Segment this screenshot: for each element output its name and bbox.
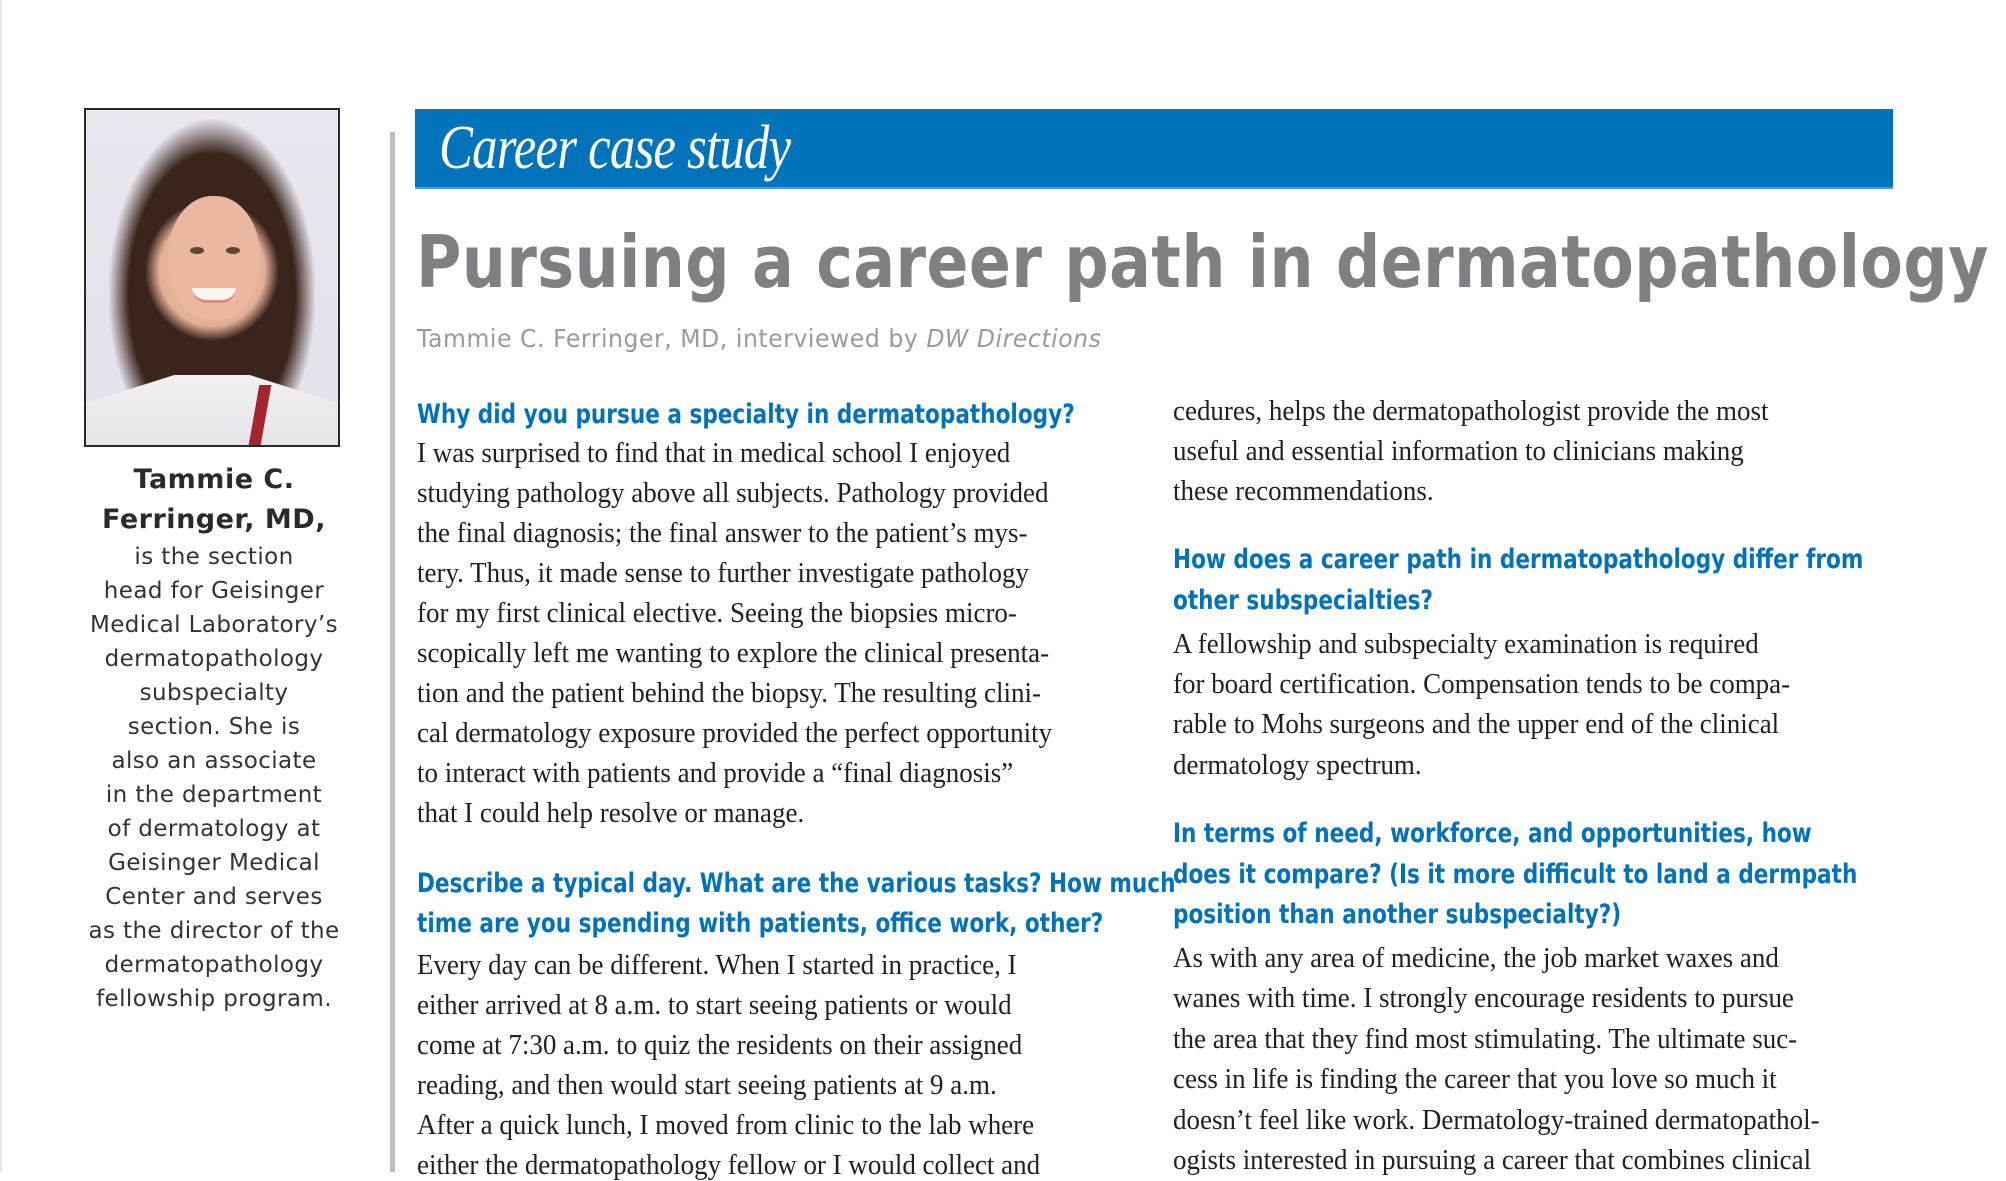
answer-line: cess in life is finding the career that you love so much it [1173,1063,1777,1095]
bio-line: subspecialty [139,680,289,706]
vertical-divider [390,132,395,1172]
section-label: Career case study [439,114,791,182]
question-heading: position than another subspecialty?) [1173,899,1622,930]
author-photo [84,108,340,447]
answer-line: either the dermatopathology fellow or I would collect and [417,1149,1041,1181]
article-title: Pursuing a career path in dermatopathology [416,220,1989,304]
question-heading: time are you spending with patients, office work, other? [417,908,1104,939]
answer-line: that I could help resolve or manage. [417,797,805,829]
bio-line: fellowship program. [96,986,332,1012]
bio-line: of dermatology at [107,816,321,842]
author-name [80,460,348,540]
answer-line: for my first clinical elective. Seeing the biopsies micro- [417,597,1017,629]
bio-line: Center and serves [105,884,323,910]
answer-line: useful and essential information to clinicians making [1173,435,1744,467]
answer-line: A fellowship and subspecialty examination is required [1173,628,1759,660]
answer-line: dermatology spectrum. [1173,749,1422,781]
answer-line: I was surprised to find that in medical school I enjoyed [417,437,1011,469]
photo-eye-right [226,247,240,254]
answer-line: come at 7:30 a.m. to quiz the residents on their assigned [417,1029,1023,1061]
answer-line: reading, and then would start seeing patients at 9 a.m. [417,1069,997,1101]
author-name-line: Ferringer, MD, [102,504,326,535]
question-heading: In terms of need, workforce, and opportunities, how [1173,818,1812,849]
author-name-line: Tammie C. [133,464,295,495]
answer-line: tion and the patient behind the biopsy. The resulting clini- [417,677,1041,709]
answer-line: these recommendations. [1173,475,1434,507]
question-heading: How does a career path in dermatopathology differ from [1173,544,1864,575]
bio-line: Medical Laboratory’s [89,612,338,638]
bio-line: also an associate [111,748,317,774]
answer-line: ogists interested in pursuing a career that combines clinical [1173,1144,1812,1176]
answer-line: Every day can be different. When I started in practice, I [417,949,1017,981]
bio-line: is the section [134,544,294,570]
answer-line: doesn’t feel like work. Dermatology-trained dermatopathol- [1173,1104,1820,1136]
answer-line: tery. Thus, it made sense to further investigate pathology [417,557,1029,589]
bio-line: head for Geisinger [103,578,325,604]
answer-line: for board certification. Compensation tends to be compa- [1173,668,1791,700]
bio-line: dermatopathology [104,952,324,978]
byline-text: Tammie C. Ferringer, MD, interviewed by [417,324,927,353]
answer-line: wanes with time. I strongly encourage residents to pursue [1173,982,1794,1014]
answer-line: the area that they find most stimulating. The ultimate suc- [1173,1023,1798,1055]
answer-line: either arrived at 8 a.m. to start seeing patients or would [417,989,1012,1021]
byline [417,324,1101,353]
answer-line: studying pathology above all subjects. Pathology provided [417,477,1049,509]
bio-line: dermatopathology [104,646,324,672]
author-caption [80,460,348,1016]
answer-line: scopically left me wanting to explore the clinical presenta- [417,637,1050,669]
bio-line: as the director of the [88,918,340,944]
page-edge-line [0,0,2,1172]
byline-publication: DW Directions [926,324,1102,353]
photo-eye-left [190,247,204,254]
photo-coat [86,375,338,445]
answer-line: After a quick lunch, I moved from clinic to the lab where [417,1109,1035,1141]
section-banner [415,109,1893,189]
question-heading: other subspecialties? [1173,585,1433,616]
question-heading: Why did you pursue a specialty in dermatopathology? [417,399,1075,430]
answer-line: cedures, helps the dermatopathologist provide the most [1173,395,1769,427]
answer-line: As with any area of medicine, the job market waxes and [1173,942,1779,974]
answer-line: rable to Mohs surgeons and the upper end of the clinical [1173,708,1780,740]
question-heading: does it compare? (Is it more difficult to land a dermpath [1173,859,1858,890]
bio-line: section. She is [127,714,301,740]
author-bio [80,540,348,1016]
question-heading: Describe a typical day. What are the various tasks? How much [417,868,1176,899]
bio-line: in the department [105,782,323,808]
answer-line: cal dermatology exposure provided the perfect opportunity [417,717,1053,749]
answer-line: the final diagnosis; the final answer to the patient’s mys- [417,517,1028,549]
bio-line: Geisinger Medical [108,850,320,876]
answer-line: to interact with patients and provide a “final diagnosis” [417,757,1014,789]
